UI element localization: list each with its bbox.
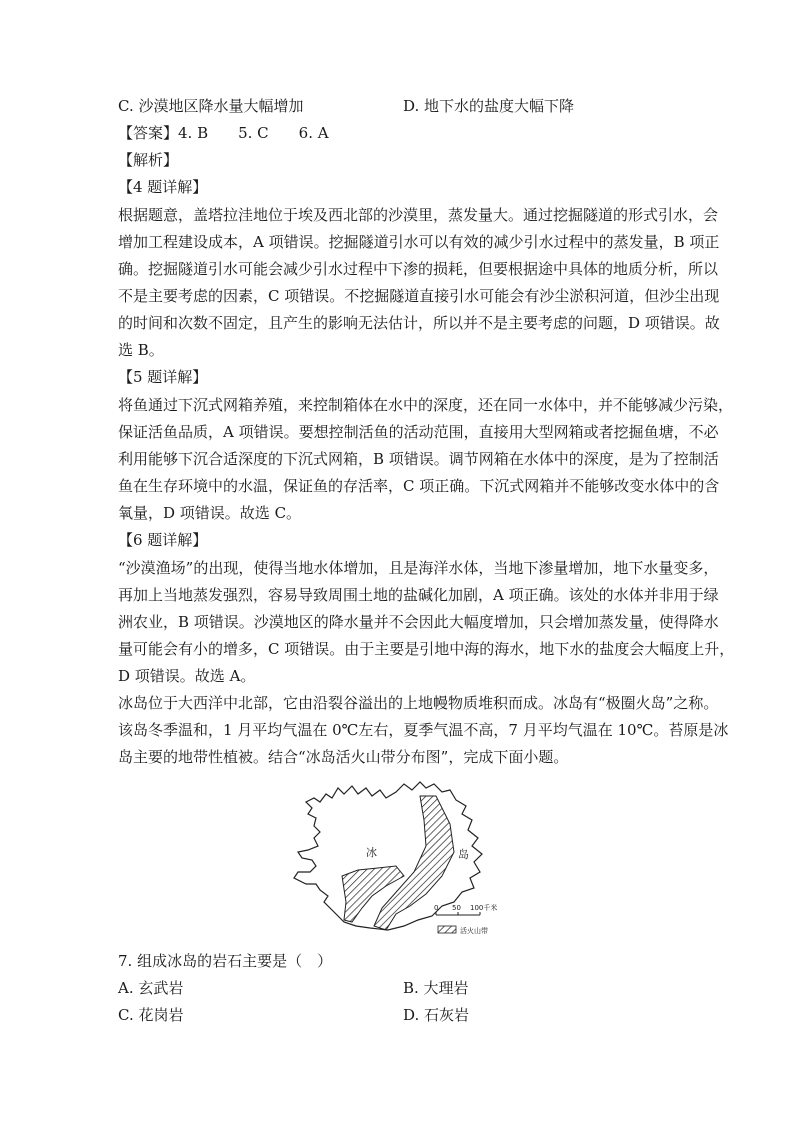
q5-text-line: 将鱼通过下沉式网箱养殖，来控制箱体在水中的深度，还在同一水体中，并不能够减少污染，: [118, 396, 734, 414]
option-c: C. 沙漠地区降水量大幅增加: [118, 97, 304, 115]
iceland-map-figure: [286, 780, 508, 942]
q6-heading: 【6 题详解】: [118, 531, 208, 549]
intro-text-line: 冰岛位于大西洋中北部，它由沿裂谷溢出的上地幔物质堆积而成。冰岛有“极圈火岛”之称。: [118, 694, 719, 712]
q7-option-a: A. 玄武岩: [118, 979, 184, 997]
q7-option-b: B. 大理岩: [403, 979, 469, 997]
map-label-island: 岛: [458, 848, 469, 861]
option-d: D. 地下水的盐度大幅下降: [403, 97, 575, 115]
q6-text-line: D 项错误。故选 A。: [118, 667, 256, 685]
q7-stem: 7. 组成冰岛的岩石主要是（ ）: [118, 952, 333, 970]
q5-text-line: 鱼在生存环境中的水温，保证鱼的存活率，C 项正确。下沉式网箱并不能够改变水体中的含: [118, 477, 720, 495]
legend-swatch: [438, 926, 456, 933]
intro-text-line: 岛主要的地带性植被。结合“冰岛活火山带分布图”，完成下面小题。: [118, 748, 569, 766]
scale-label-50: 50: [452, 904, 461, 912]
iceland-volcano-map: [286, 780, 508, 942]
q4-text-line: 确。挖掘隧道引水可能会减少引水过程中下渗的损耗，但要根据途中具体的地质分析，所以: [118, 260, 719, 278]
q5-text-line: 利用能够下沉合适深度的下沉式网箱，B 项错误。调节网箱在水体中的深度，是为了控制活: [118, 450, 719, 468]
q5-text-line: 氧量，D 项错误。故选 C。: [118, 504, 302, 522]
q6-text-line: 量可能会有小的增多，C 项错误。由于主要是引地中海的海水，地下水的盐度会大幅度上升，: [118, 640, 735, 658]
q4-heading: 【4 题详解】: [118, 178, 208, 196]
q6-text-line: “沙漠渔场”的出现，使得当地水体增加，且是海洋水体，当地下渗量增加，地下水量变多，: [118, 559, 719, 577]
q4-text-line: 增加工程建设成本，A 项错误。挖掘隧道引水可以有效的减少引水过程中的蒸发量，B 项正: [118, 233, 720, 251]
q5-text-line: 保证活鱼品质，A 项错误。要想控制活鱼的活动范围，直接用大型网箱或者挖掘鱼塘，不必: [118, 423, 719, 441]
map-label-ice: 冰: [366, 846, 377, 859]
q7-option-d: D. 石灰岩: [403, 1006, 470, 1024]
q5-heading: 【5 题详解】: [118, 368, 208, 386]
intro-text-line: 该岛冬季温和，1 月平均气温在 0℃左右，夏季气温不高，7 月平均气温在 10℃。苔原是冰: [118, 721, 729, 739]
q4-text-line: 根据题意，盖塔拉洼地位于埃及西北部的沙漠里，蒸发量大。通过挖掘隧道的形式引水，会: [118, 206, 719, 224]
analysis-heading: 【解析】: [118, 151, 179, 169]
scale-label-0: 0: [434, 904, 439, 912]
legend-label: 活火山带: [460, 927, 488, 935]
q7-option-c: C. 花岗岩: [118, 1006, 184, 1024]
q4-text-line: 不是主要考虑的因素，C 项错误。不挖掘隧道直接引水可能会有沙尘淤积河道，但沙尘出现: [118, 287, 720, 305]
q6-text-line: 再加上当地蒸发强烈，容易导致周围土地的盐碱化加剧，A 项正确。该处的水体并非用于绿: [118, 586, 719, 604]
answer-line: 【答案】4. B 5. C 6. A: [118, 124, 329, 142]
q4-text-line: 选 B。: [118, 341, 164, 359]
scale-label-100km: 100千米: [470, 904, 498, 912]
q4-text-line: 的时间和次数不固定，且产生的影响无法估计，所以并不是主要考虑的问题，D 项错误。故: [118, 314, 720, 332]
q6-text-line: 洲农业，B 项错误。沙漠地区的降水量并不会因此大幅度增加，只会增加蒸发量，使得降水: [118, 613, 719, 631]
